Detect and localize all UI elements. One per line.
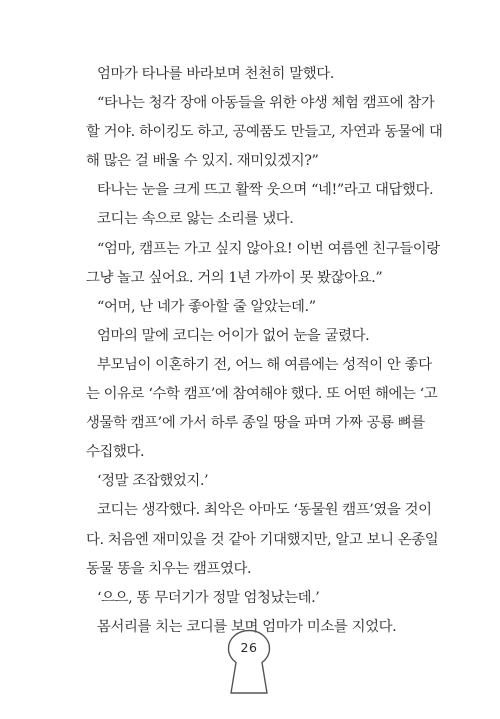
text-line: 다. 처음엔 재미있을 것 같아 기대했지만, 알고 보니 온종일 (86, 531, 439, 548)
page-number: 26 (240, 640, 258, 655)
text-line: 엄마의 말에 코디는 어이가 없어 눈을 굴렸다. (97, 327, 370, 344)
text-line: ‘으으, 똥 무더기가 정말 엄청났는데.’ (97, 589, 320, 606)
text-line: “어머, 난 네가 좋아할 줄 알았는데.” (97, 298, 316, 315)
text-line: 생물학 캠프’에 가서 하루 종일 땅을 파며 가짜 공룡 뼈를 (86, 415, 425, 432)
body-text (86, 60, 443, 642)
text-line: 는 이유로 ‘수학 캠프’에 참여해야 했다. 또 어떤 해에는 ‘고 (86, 386, 438, 403)
text-line: 코디는 속으로 앓는 소리를 냈다. (97, 211, 294, 228)
page-number-badge (226, 629, 272, 695)
text-line: 타나는 눈을 크게 뜨고 활짝 웃으며 “네!”라고 대답했다. (97, 182, 434, 199)
text-line: ‘정말 조잡했었지.’ (97, 473, 209, 490)
text-line: 부모님이 이혼하기 전, 어느 해 여름에는 성적이 안 좋다 (97, 356, 432, 373)
text-line: 그냥 놀고 싶어요. 거의 1년 가까이 못 봤잖아요.” (86, 269, 383, 286)
text-line: “엄마, 캠프는 가고 싶지 않아요! 이번 여름엔 친구들이랑 (97, 240, 440, 257)
text-line: 코디는 생각했다. 최악은 아마도 ‘동물원 캠프’였을 것이 (97, 502, 432, 519)
text-line: 할 거야. 하이킹도 하고, 공예품도 만들고, 자연과 동물에 대 (86, 124, 443, 141)
text-line: “타나는 청각 장애 아동들을 위한 야생 체험 캠프에 참가 (97, 95, 435, 112)
text-line: 몸서리를 치는 코디를 보며 엄마가 미소를 지었다. (97, 618, 397, 635)
text-line: 해 많은 걸 배울 수 있지. 재미있겠지?” (86, 153, 319, 170)
text-line: 동물 똥을 치우는 캠프였다. (86, 560, 252, 577)
text-line: 엄마가 타나를 바라보며 천천히 말했다. (97, 66, 334, 82)
text-line: 수집했다. (86, 444, 145, 461)
keyhole-icon (226, 629, 272, 695)
